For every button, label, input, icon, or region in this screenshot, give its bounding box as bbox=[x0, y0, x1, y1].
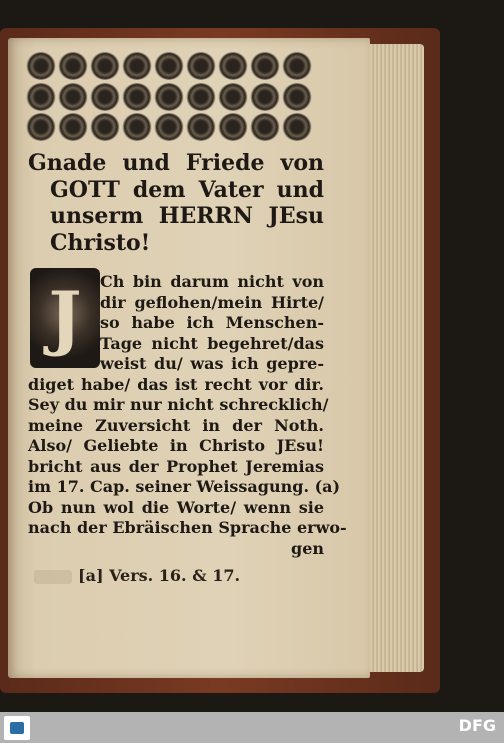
body-line: diget habe/ das ist recht vor dir. bbox=[28, 374, 324, 394]
body-line: Also/ Geliebte in Christo JEsu! bbox=[28, 436, 324, 455]
ornament-flower-icon bbox=[250, 52, 280, 80]
greeting-line: Christo! bbox=[50, 229, 151, 256]
ornament-flower-icon bbox=[282, 52, 312, 80]
body-line: Ch bin darum nicht von bbox=[100, 272, 324, 291]
ornament-flower-icon bbox=[186, 83, 216, 111]
body-line: nach der Ebräischen Sprache erwo- bbox=[28, 518, 347, 537]
ornament-flower-icon bbox=[282, 83, 312, 111]
body-line: weist du/ was ich gepre- bbox=[100, 354, 324, 373]
ornament-flower-icon bbox=[58, 83, 88, 111]
ornament-flower-icon bbox=[218, 83, 248, 111]
ornament-flower-icon bbox=[90, 113, 120, 141]
body-line: bricht aus der Prophet Jeremias bbox=[28, 456, 324, 476]
library-logo-icon[interactable] bbox=[4, 716, 30, 740]
page-edges bbox=[366, 44, 424, 672]
dfg-logo[interactable]: DFG bbox=[458, 716, 496, 735]
ornament-flower-icon bbox=[122, 83, 152, 111]
ornament-flower-icon bbox=[154, 113, 184, 141]
ornament-flower-icon bbox=[26, 52, 56, 80]
ornament-flower-icon bbox=[154, 83, 184, 111]
body-line: meine Zuversicht in der Noth. bbox=[28, 415, 324, 435]
greeting-heading bbox=[28, 150, 324, 256]
ornament-flower-icon bbox=[282, 113, 312, 141]
greeting-line: GOTT dem Vater und bbox=[50, 176, 324, 203]
decorated-initial: J bbox=[30, 268, 100, 368]
footnote: [a] Vers. 16. & 17. bbox=[78, 566, 241, 585]
ornament-flower-icon bbox=[218, 113, 248, 141]
ornament-flower-icon bbox=[122, 52, 152, 80]
ornament-flower-icon bbox=[186, 113, 216, 141]
ornament-flower-icon bbox=[186, 52, 216, 80]
body-text bbox=[28, 272, 347, 559]
greeting-line: unserm HERRN JEsu bbox=[50, 203, 324, 229]
ornament-flower-icon bbox=[26, 83, 56, 111]
body-line: dir geflohen/mein Hirte/ bbox=[100, 292, 324, 312]
body-line: Tage nicht begehret/das bbox=[100, 333, 324, 353]
ornament-flower-icon bbox=[90, 83, 120, 111]
ornament-flower-icon bbox=[58, 113, 88, 141]
ornament-flower-icon bbox=[90, 52, 120, 80]
body-line: Ob nun wol die Worte/ wenn sie bbox=[28, 497, 324, 517]
greeting-line: Gnade und Friede von bbox=[28, 150, 324, 176]
ornament-flower-icon bbox=[250, 113, 280, 141]
library-mark-icon bbox=[10, 722, 24, 734]
ornament-flower-icon bbox=[250, 83, 280, 111]
ornament-flower-icon bbox=[218, 52, 248, 80]
body-line: im 17. Cap. seiner Weissagung. (a) bbox=[28, 477, 341, 496]
ornament-flower-icon bbox=[58, 52, 88, 80]
body-line: Sey du mir nur nicht schrecklich/ bbox=[28, 395, 329, 414]
body-line: so habe ich Menschen- bbox=[100, 313, 324, 332]
ornament-flower-icon bbox=[26, 113, 56, 141]
ornament-flower-icon bbox=[122, 113, 152, 141]
catchword: gen bbox=[291, 538, 324, 558]
faded-smudge bbox=[34, 570, 72, 584]
viewer-footer-bar bbox=[0, 712, 504, 743]
ornament-flower-icon bbox=[154, 52, 184, 80]
decorative-ornament-band bbox=[26, 52, 312, 142]
